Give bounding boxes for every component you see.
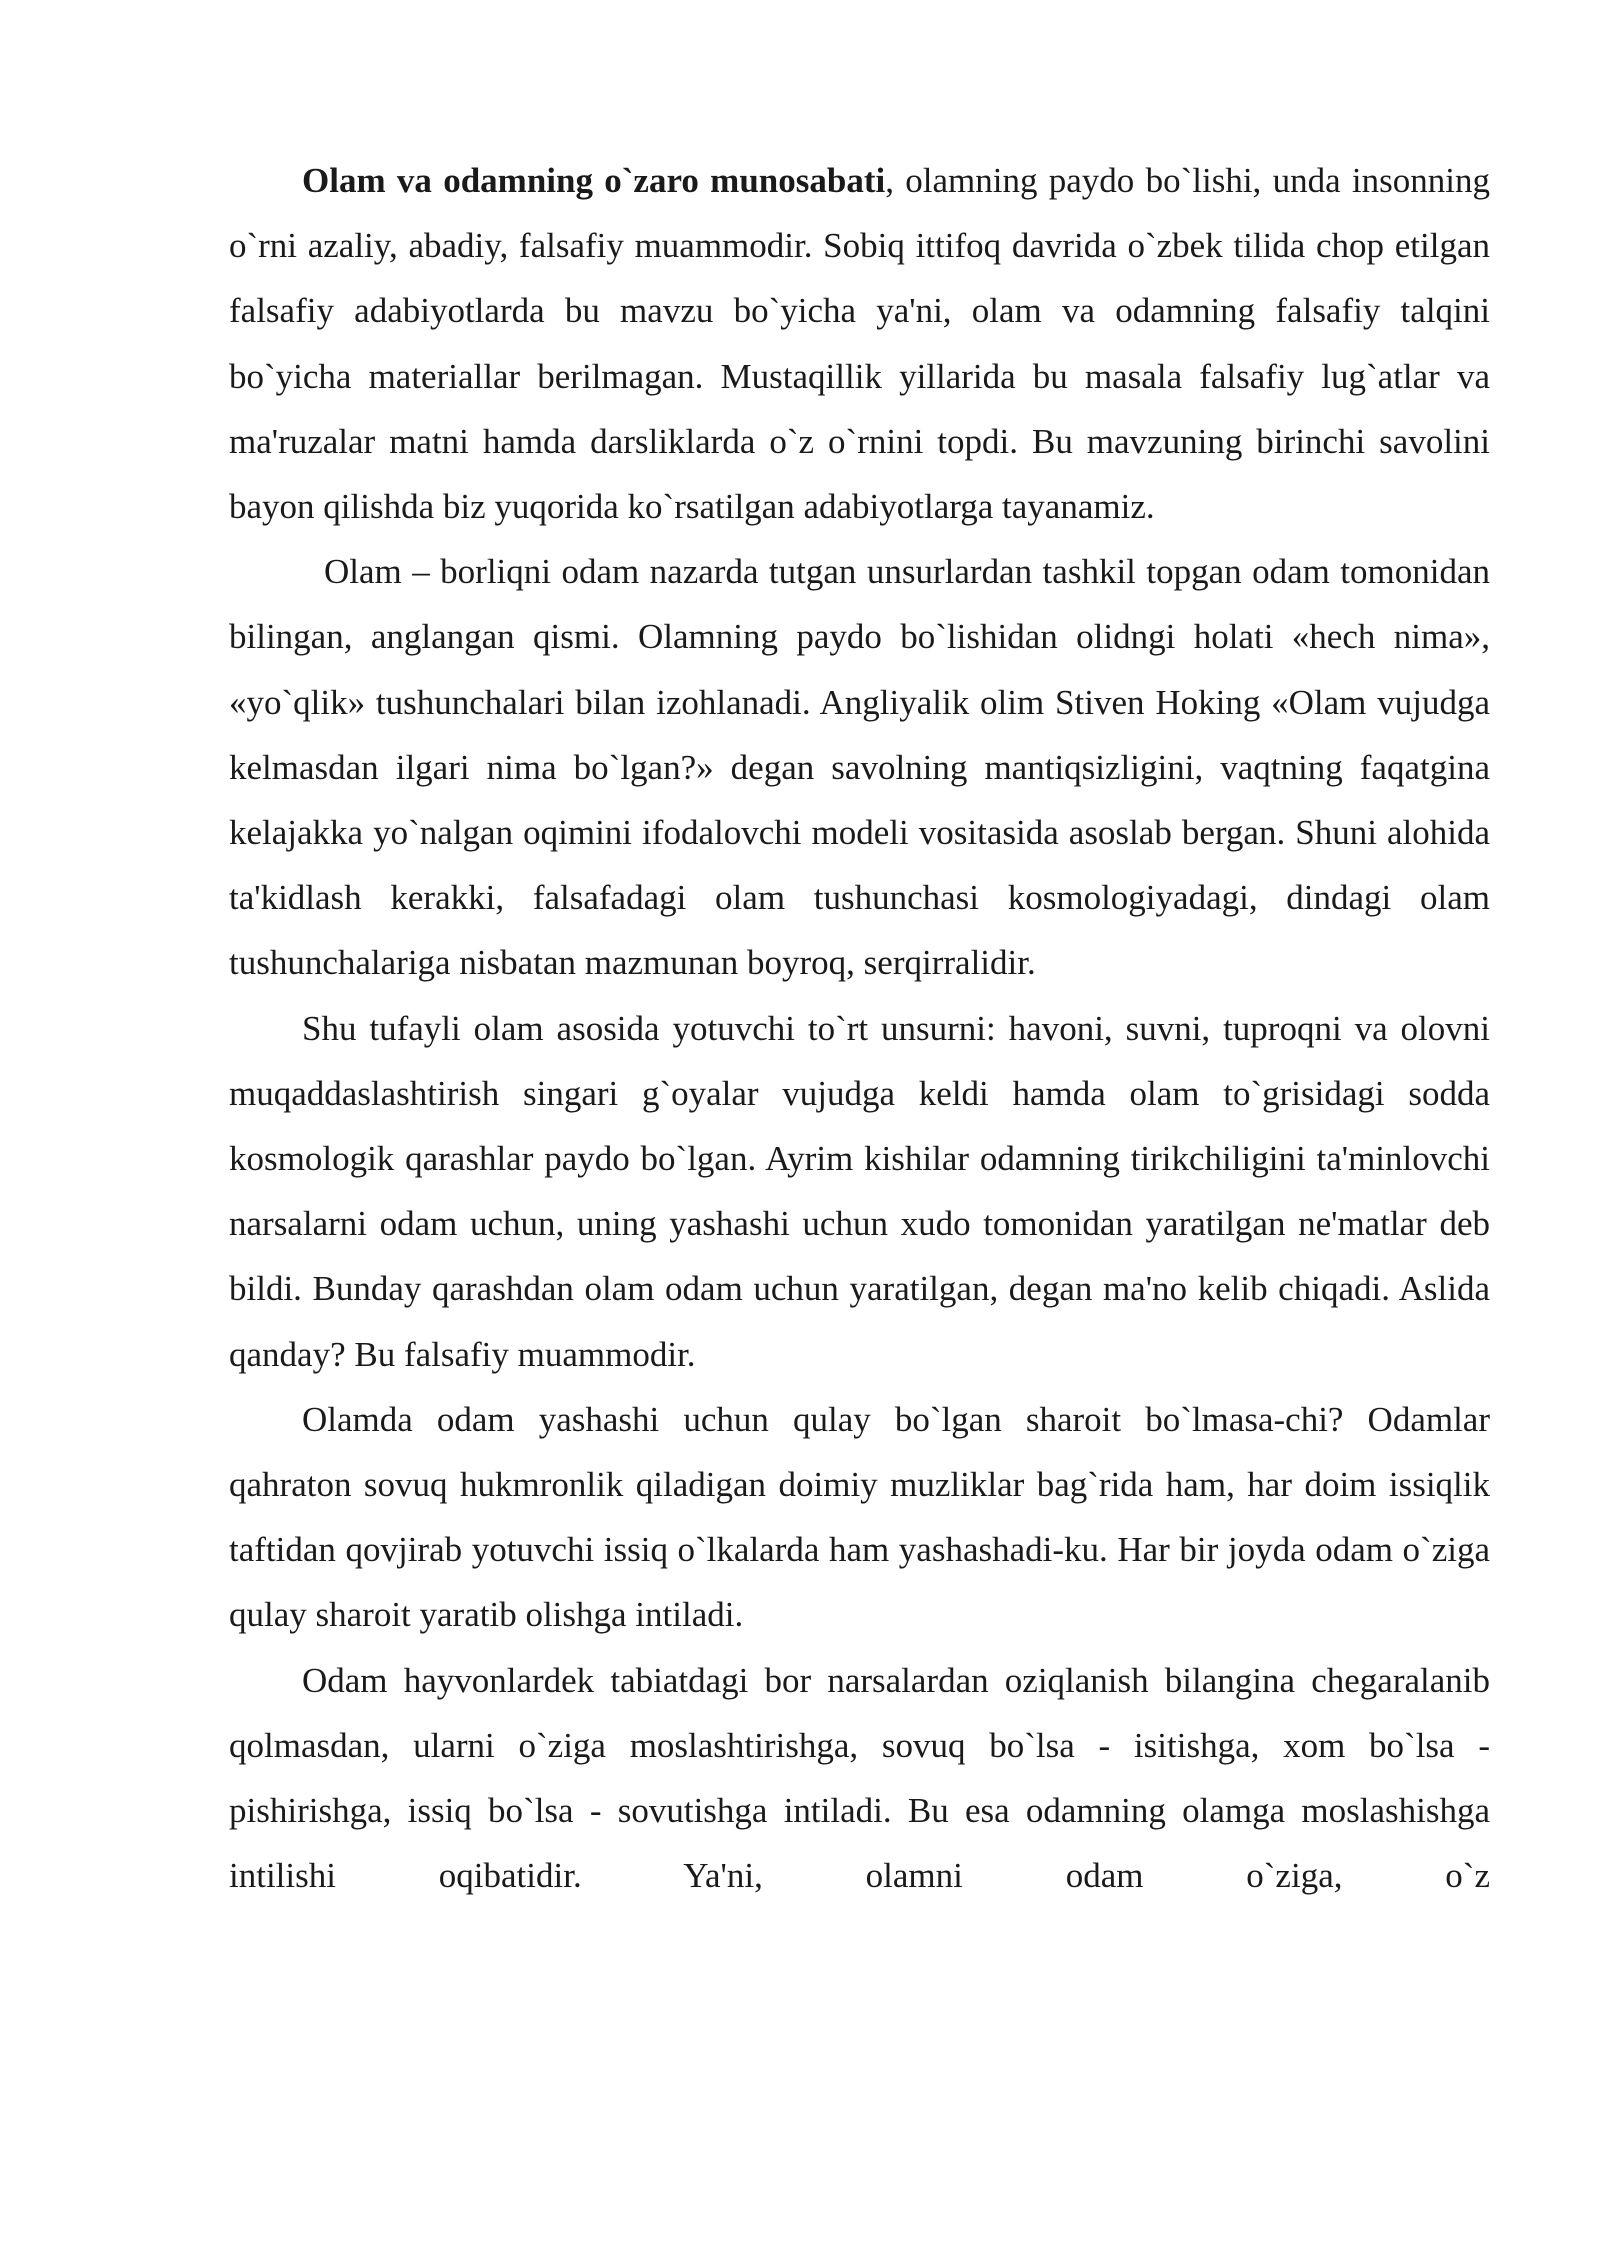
paragraph-1-text: , olamning paydo bo`lishi, unda insonning o`rni azaliy, abadiy, falsafiy muammodir. Sobiq ittifoq davrida o`zbek tilida chop etilgan falsafiy adabiyotlarda bu mavzu bo`yicha ya'ni, olam va odamning falsafiy talqini bo`yicha materiallar berilmagan. Mustaqillik yillarida bu masala falsafiy lug`atlar va ma'ruzalar matni hamda darsliklarda o`z o`rnini topdi. Bu mavzuning birinchi savolini bayon qilishda biz yuqorida ko`rsatilgan adabiyotlarga tayanamiz.: [229, 161, 1490, 527]
paragraph-1-bold-lead: Olam va odamning o`zaro munosabati: [302, 161, 886, 200]
paragraph-4: Olamda odam yashashi uchun qulay bo`lgan sharoit bo`lmasa-chi? Odamlar qahraton sovuq hukmronlik qiladigan doimiy muzliklar bag`rida ham, har doim issiqlik taftidan qovjirab yotuvchi issiq o`lkalarda ham yashashadi-ku. Har bir joyda odam o`ziga qulay sharoit yaratib olishga intiladi.: [229, 1399, 1490, 1635]
paragraph-1: [229, 148, 1490, 539]
document-page: [229, 148, 1490, 1908]
paragraph-3: Shu tufayli olam asosida yotuvchi to`rt unsurni: havoni, suvni, tuproqni va olovni muqaddaslashtirish singari g`oyalar vujudga keldi hamda olam to`grisidagi sodda kosmologik qarashlar paydo bo`lgan. Ayrim kishilar odamning tirikchiligini ta'minlovchi narsalarni odam uchun, uning yashashi uchun xudo tomonidan yaratilgan ne'matlar deb bildi. Bunday qarashdan olam odam uchun yaratilgan, degan ma'no kelib chiqadi. Aslida qanday? Bu falsafiy muammodir.: [229, 1008, 1490, 1374]
paragraph-2: Olam – borliqni odam nazarda tutgan unsurlardan tashkil topgan odam tomonidan bilingan, anglangan qismi. Olamning paydo bo`lishidan olidngi holati «hech nima», «yo`qlik» tushunchalari bilan izohlanadi. Angliyalik olim Stiven Hoking «Olam vujudga kelmasdan ilgari nima bo`lgan?» degan savolning mantiqsizligini, vaqtning faqatgina kelajakka yo`nalgan oqimini ifodalovchi modeli vositasida asoslab bergan. Shuni alohida ta'kidlash kerakki, falsafadagi olam tushunchasi kosmologiyadagi, dindagi olam tushunchalariga nisbatan mazmunan boyroq, serqirralidir.: [229, 552, 1490, 983]
paragraph-5: Odam hayvonlardek tabiatdagi bor narsalardan oziqlanish bilangina chegaralanib qolmasdan, ularni o`ziga moslashtirishga, sovuq bo`lsa - isitishga, xom bo`lsa - pishirishga, issiq bo`lsa - sovutishga intiladi. Bu esa odamning olamga moslashishga intilishi oqibatidir. Ya'ni, olamni odam o`ziga, o`z: [229, 1660, 1490, 1896]
